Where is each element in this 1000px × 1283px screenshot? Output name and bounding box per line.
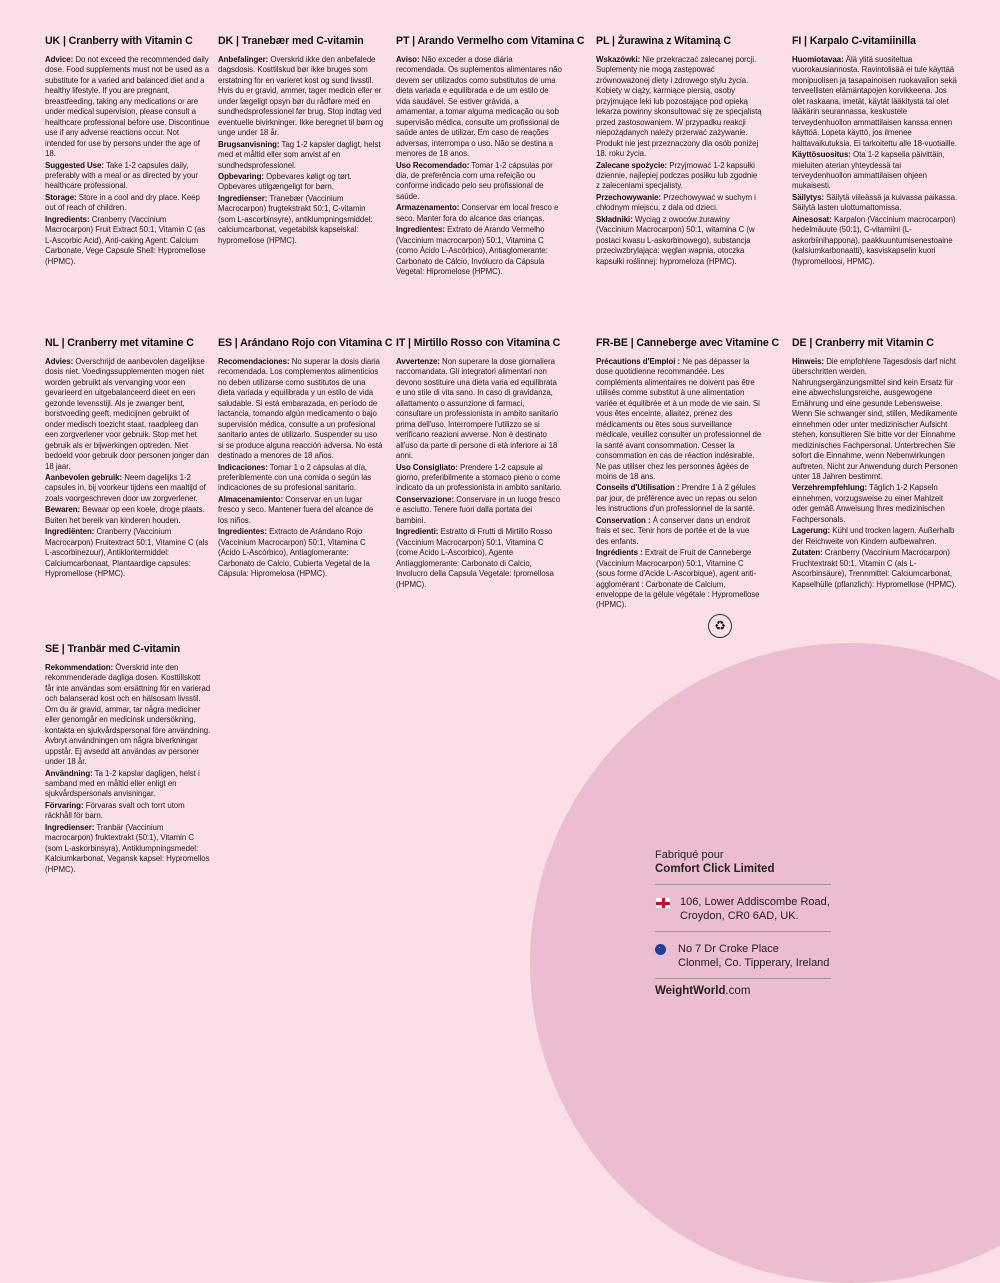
section-de: DE | Cranberry mit Vitamin C Hinweis: Die empfohlene Tagesdosis darf nicht überschritten werden. Nahrungsergänzungsmittel sind kein Ersatz für eine abwechslungsreiche, ausgewogene Ernährung und eine gesunde Lebensweise. Wenn Sie schwanger sind, stillen, Medikamente einnehmen oder unter medizinischer Aufsicht stehen, konsultieren Sie bitte vor der Einnahme medizinisches Fachpersonal. Unterbrechen Sie sofort die Einnahme, wenn Nebenwirkungen auftreten. Nicht zur Anwendung durch Personen unter 18 Jahren bestimmt. Verzehrempfehlung: Täglich 1-2 Kapseln einnehmen, vorzugsweise zu einer Mahlzeit oder gemäß Anweisung Ihres medizinischen Fachpersonals. Lagerung: Kühl und trocken lagern. Außerhalb der Reichweite von Kindern aufbewahren. Zutaten: Cranberry (Vaccinium Macrocarpon) Fruchtextrakt 50:1, Vitamin C (als L-Ascorbinsäure), Trennmittel: Calciumcarbonat, Kapselhülle (pflanzlich): Hypromellose (HPMC). [792,337,958,589]
section-uk: UK | Cranberry with Vitamin C Advice: Do not exceed the recommended daily dose. Food supplements must not be used as a substitute for a varied and balanced diet and a healthy lifestyle. If you are pregnant, breastfeeding, taking any medications or are under medical supervision, please consult a healthcare professional before use. Discontinue use if any adverse reactions occur. Not intended for use by persons under the age of 18. Suggested Use: Take 1-2 capsules daily, preferably with a meal or as directed by your healthcare professional. Storage: Store in a cool and dry place. Keep out of reach of children. Ingredients: Cranberry (Vaccinium Macrocarpon) Fruit Extract 50:1, Vitamin C (as L-Ascorbic Acid), Anti-caking Agent: Calcium Carbonate, Vege Capsule Shell: Hypromellose (HPMC). [45,35,210,266]
uk-address: 106, Lower Addiscombe Road, Croydon, CR0 6AD, UK. [655,895,831,923]
section-title: PL | Żurawina z Witaminą C [596,35,731,47]
section-title: NL | Cranberry met vitamine C [45,337,194,349]
section-title: DK | Tranebær med C-vitamin [218,35,364,47]
section-fr-be: FR-BE | Canneberge avec Vitamine C Précautions d'Emploi : Ne pas dépasser la dose quotidienne recommandée. Les compléments alimentaires ne doivent pas être utilisés comme substitut à une alimentation variée et équilibrée et à un mode de vie sain. Si vous êtes enceinte, allaitez, prenez des médicaments ou êtes sous surveillance médicale, veuillez consulter un professionnel de la santé avant consommation. Cesser la consommation en cas de réaction indésirable. Ne pas utiliser chez les personnes âgées de moins de 18 ans. Conseils d'Utilisation : Prendre 1 à 2 gélules par jour, de préférence avec un repas ou selon les instructions d'un professionnel de la santé. Conservation : À conserver dans un endroit frais et sec. Tenir hors de portée et de la vue des enfants. Ingrédients : Extrait de Fruit de Canneberge (Vaccinium Macrocarpon) 50:1, Vitamine C (sous forme d'Acide L-Ascorbique), agent anti-agglomérant : Carbonate de Calcium, enveloppe de la gélule végétale : Hypromellose (HPMC). ♻ [596,337,762,638]
made-for-label: Fabriqué pour [655,849,724,861]
section-title: DE | Cranberry mit Vitamin C [792,337,934,349]
divider [655,931,831,932]
section-pt: PT | Arando Vermelho com Vitamina C Aviso: Não exceder a dose diária recomendada. Os suplementos alimentares não devem ser utilizados como substitutos de uma dieta variada e equilibrada e de um estilo de vida saudável. Se estiver grávida, a amamentar, a tomar alguma medicação ou sob supervisão médica, consulte um profissional de saúde antes de utilizar. Em caso de reações adversas, interrompa o uso. Não se destina a menores de 18 anos. Uso Recomendado: Tomar 1-2 cápsulas por dia, de preferência com uma refeição ou conforme indicado pelo seu profissional de saúde. Armazenamento: Conservar em local fresco e seco. Manter fora do alcance das crianças. Ingredientes: Extrato de Arando Vermelho (Vaccinium macrocarpon) 50:1, Vitamina C (como Ácido L-Ascórbico), Antiaglomerante: Carbonato de Cálcio, Invólucro da Cápsula Vegetal: Hipromelose (HPMC). [396,35,585,277]
brand-website: WeightWorld.com [655,985,751,997]
section-pl: PL | Żurawina z Witaminą C Wskazówki: Nie przekraczać zalecanej porcji. Suplementy nie mogą zastępować zrównoważonej diety i zdrowego stylu życia. Kobiety w ciąży, karmiące piersią, osoby przyjmujące leki lub pozostające pod opieką lekarza powinny skonsultować się ze specjalistą przed zastosowaniem. W przypadku reakcji niepożądanych należy przerwać zażywanie. Produkt nie jest przeznaczony dla osób poniżej 18. roku życia. Zalecane spożycie: Przyjmować 1-2 kapsułki dziennie, najlepiej podczas posiłku lub zgodnie z zaleceniami specjalisty. Przechowywanie: Przechowywać w suchym i chłodnym miejscu, z dala od dzieci. Składniki: Wyciąg z owoców żurawiny (Vaccinium Macrocarpon) 50:1, witamina C (w postaci kwasu L-askorbinowego), substancja przeciwzbrylająca: węglan wapnia, otoczka kapsułki roślinnej: hypromeloza (HPMC). [596,35,762,266]
section-title: FI | Karpalo C-vitamiinilla [792,35,916,47]
section-es: ES | Arándano Rojo con Vitamina C Recomendaciones: No superar la dosis diaria recomendada. Los complementos alimenticios no deben utilizarse como sustitutos de una dieta variada y equilibrada y un estilo de vida saludable. Si está embarazada, en período de lactancia, tomando algún medicamento o bajo supervisión médica, consulte a un profesional sanitario antes de utilizarlo. Suspender su uso si se produce alguna reacción adversa. No está destinado a menores de 18 años. Indicaciones: Tomar 1 o 2 cápsulas al día, preferiblemente con una comida o según las indicaciones de su profesional sanitario. Almacenamiento: Conservar en un lugar fresco y seco. Mantener fuera del alcance de los niños. Ingredientes: Extracto de Arándano Rojo (Vaccinium Macrocarpon) 50:1, Vitamina C (Ácido L-Ascórbico), Antiaglomerante: Carbonato de Calcio, Cubierta Vegetal de la Cápsula: Hipromelosa (HPMC). [218,337,393,579]
section-dk: DK | Tranebær med C-vitamin Anbefalinger: Overskrid ikke den anbefalede dagsdosis. Kosttilskud bør ikke bruges som erstatning for en varieret kost og sund livsstil. Hvis du er gravid, ammer, tager medicin eller er under lægeligt opsyn bør du rådføre med en sundhedsprofessionel før brug. Stop indtag ved eventuelle bivirkninger. Ikke beregnet til børn og unge under 18 år. Brugsanvisning: Tag 1-2 kapsler dagligt, helst med et måltid eller som anvist af en sundhedsprofessionel. Opbevaring: Opbevares køligt og tørt. Opbevares utilgængeligt for børn. Ingredienser: Tranebær (Vaccinium Macrocarpon) frugtekstrakt 50:1, C-vitamin (som L-ascorbinsyre), antiklumpningsmiddel: calciumcarbonat, vegetabilsk kapselskal: hypromellose (HPMC). [218,35,384,245]
divider [655,884,831,885]
section-title: IT | Mirtillo Rosso con Vitamina C [396,337,561,349]
section-title: SE | Tranbär med C-vitamin [45,643,181,655]
section-title: PT | Arando Vermelho com Vitamina C [396,35,585,47]
section-se: SE | Tranbär med C-vitamin Rekommendation: Överskrid inte den rekommenderade dagliga dosen. Kosttillskott får inte användas som ersättning för en varierad och balanserad kost och en hälsosam livsstil. Om du är gravid, ammar, tar några mediciner eller genomgår en medicinsk undersökning, kontakta en sjukvårdspersonal före användning. Avbryt användningen om några biverkningar uppstår. Ej avsedd att användas av personer under 18 år. Användning: Ta 1-2 kapslar dagligen, helst i samband med en måltid eller enligt en sjukvårdspersonals anvisningar. Förvaring: Förvaras svalt och torrt utom räckhåll för barn. Ingredienser: Tranbär (Vaccinium macrocarpon) fruktextrakt (50:1), Vitamin C (som L-askorbinsyra), Antiklumpningsmedel: Kalciumkarbonat, Vegansk kapsel: Hypromellos (HPMC). [45,643,211,874]
company-name: Comfort Click Limited [655,863,775,875]
section-title: ES | Arándano Rojo con Vitamina C [218,337,393,349]
section-fi: FI | Karpalo C-vitamiinilla Huomiotavaa: Älä ylitä suositeltua vuorokausiannosta. Ravintolisää ei tule käyttää monipuolisen ja tasapainoisen ruokavalion sekä terveellisten elämäntapojen korvikkeena. Jos olet raskaana, imetät, käytät lääkitystä tai olet lääkärin seurannassa, keskustele terveydenhuollon ammattilaisen kanssa ennen käyttöä. Lopeta käyttö, jos ilmenee haittavaikutuksia. Ei tarkoitettu alle 18-vuotiaille. Käyttösuositus: Ota 1-2 kapselia päivittäin, mieluiten aterian yhteydessä tai terveydenhuollon ammattilaisen ohjeen mukaisesti. Säilytys: Säilytä viileässä ja kuivassa paikassa. Säilytä lasten ulottumattomissa. Ainesosat: Karpalon (Vaccinium macrocarpon) hedelmäuute (50:1), C-vitamiini (L-askorbiinihappona), paakkuuntumisenestoaine (kalsiumkarbonaatti), kasviskapselin kuori (hypromelloosi, HPMC). [792,35,958,266]
section-nl: NL | Cranberry met vitamine C Advies: Overschrijd de aanbevolen dagelijkse dosis niet. Voedingssupplementen mogen niet worden gebruikt als vervanging voor een gevarieerd en uitgebalanceerd dieet en een gezonde levensstijl. Als je zwanger bent, borstvoeding geeft, medicijnen gebruikt of onder medisch toezicht staat, raadpleeg dan een zorgverlener voor gebruik. Stop met het gebruik als er bijwerkingen optreden. Niet bedoeld voor gebruik door personen jonger dan 18 jaar. Aanbevolen gebruik: Neem dagelijks 1-2 capsules in, bij voorkeur tijdens een maaltijd of zoals voorgeschreven door uw zorgverlener. Bewaren: Bewaar op een koele, droge plaats. Buiten het bereik van kinderen houden. Ingrediënten: Cranberry (Vaccinium Macrocarpon) Fruitextract 50:1, Vitamine C (als L-ascorbinezuur), Antiklontermiddel: Calciumcarbonaat, Plantaardige capsules: Hypromellose (HPMC). [45,337,210,579]
section-title: FR-BE | Canneberge avec Vitamine C [596,337,780,349]
eu-flag-icon [655,944,666,955]
ie-address: · No 7 Dr Croke Place Clonmel, Co. Tipperary, Ireland [655,942,831,970]
divider [655,978,831,979]
section-it: IT | Mirtillo Rosso con Vitamina C Avvertenze: Non superare la dose giornaliera raccomandata. Gli integratori alimentari non devono sostituire una dieta varia ed equilibrata e uno stile di vita sano. In caso di gravidanza, allattamento o assunzione di farmaci, consultare un professionista in ambito sanitario prima dell'uso. Interrompere l'utilizzo se si verificano reazioni avverse. Non è destinato all'uso da parte di persone di età inferiore ai 18 anni. Uso Consigliato: Prendere 1-2 capsule al giorno, preferibilmente a stomaco pieno o come indicato da un professionista in ambito sanitario. Conservazione: Conservare in un luogo fresco e asciutto. Tenere fuori dalla portata dei bambini. Ingredienti: Estratto di Frutti di Mirtillo Rosso (Vaccinium Macrocarpon) 50:1, Vitamina C (come Acido L-Ascorbico), Agente Antiagglomerante: Carbonato di Calcio, Involucro della Capsula Vegetale: Ipromellosa (HPMC). [396,337,562,589]
uk-flag-icon [655,897,671,909]
section-title: UK | Cranberry with Vitamin C [45,35,193,47]
tidyman-recycle-icon: ♻ [708,614,732,638]
manufacturer-info [655,849,831,997]
